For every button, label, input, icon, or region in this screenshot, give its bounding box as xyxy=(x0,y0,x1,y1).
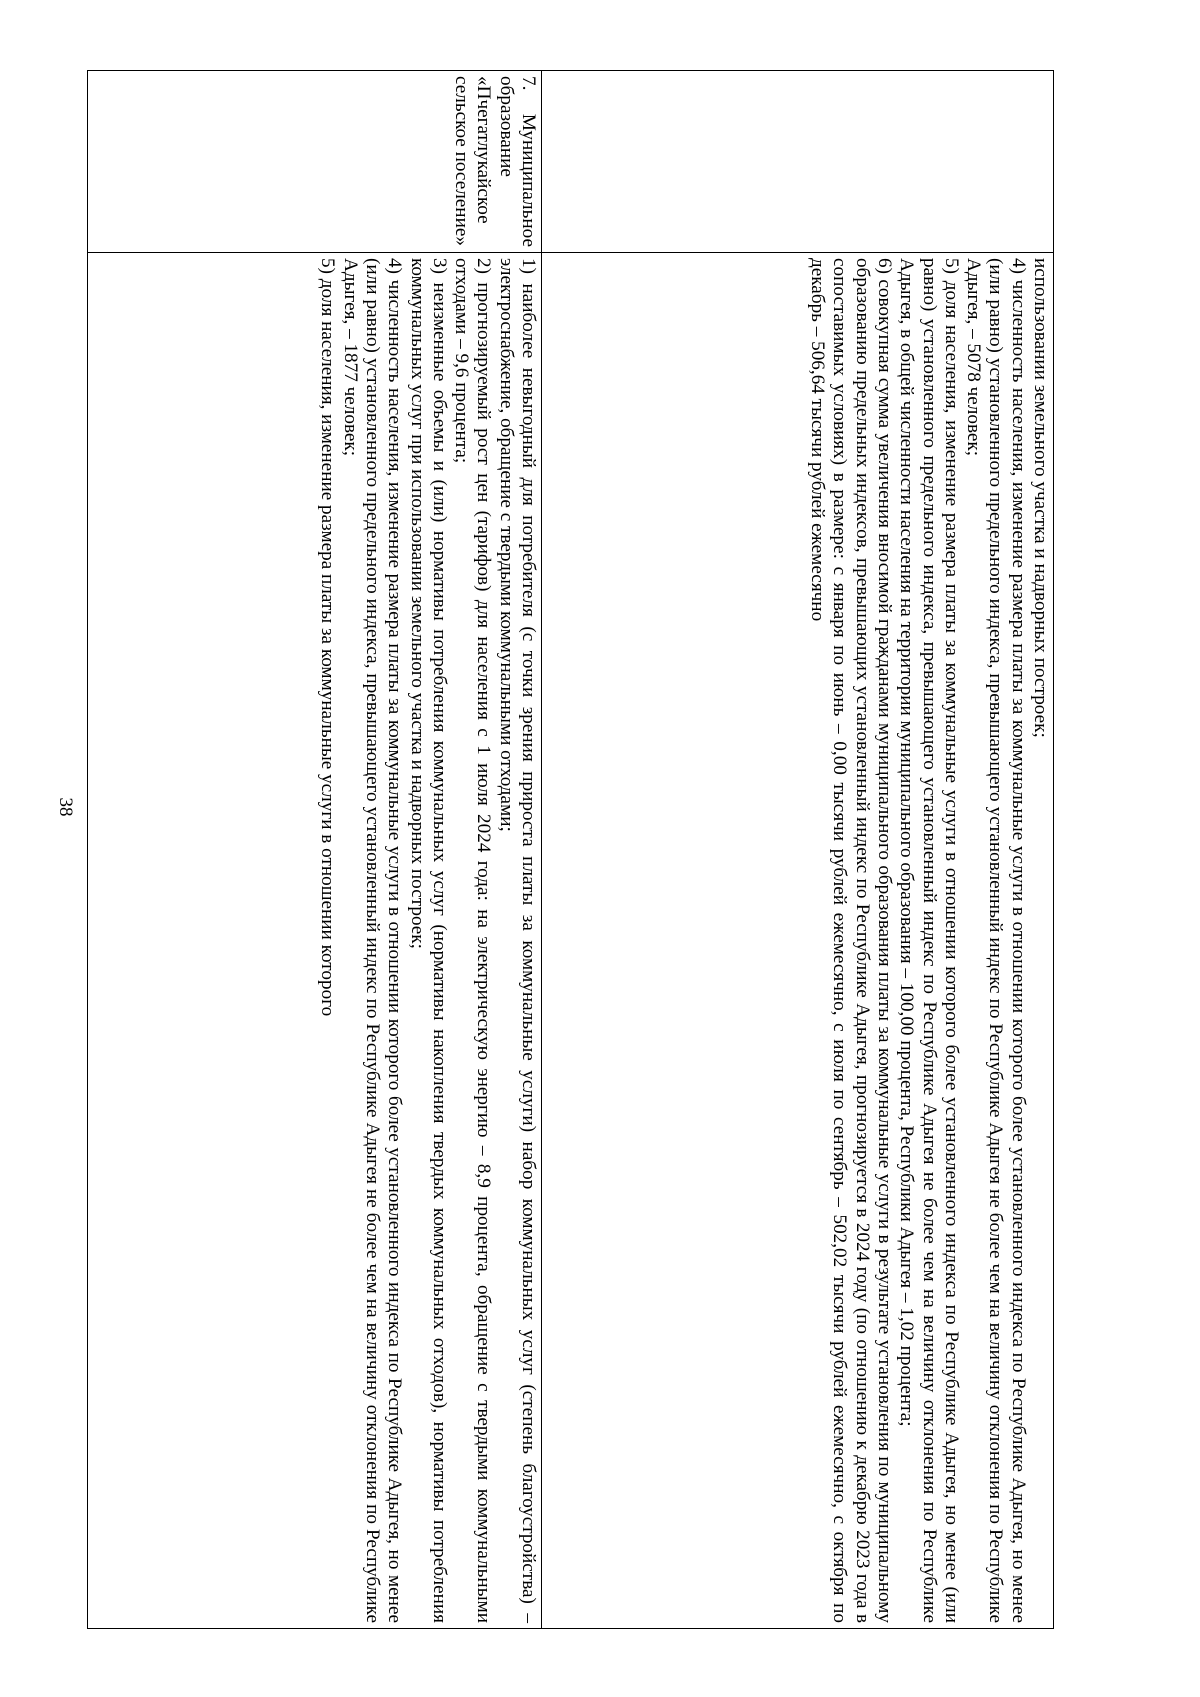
table-row xyxy=(542,71,1054,1629)
conditions-cell xyxy=(542,253,1054,1629)
condition-item: 6) совокупная сумма увеличения вносимой гражданами муниципального образования платы за коммунальные услуги в результате установления по муниципальному образованию предельных индексов, превышающих установленный индекс по Республике Адыгея, прогнозируется в 2024 году (по отношению к декабрю 2023 года в сопоставимых условиях) в размере: с января по июнь – 0,00 тысячи рублей ежемесячно, с июля по сентябрь – 502,02 тысячи рублей ежемесячно, с октября по декабрь – 506,64 тысячи рублей ежемесячно xyxy=(807,258,895,1623)
municipality-cell: 7. Муниципальное образование «Пчегатлукайское сельское поселение» xyxy=(88,71,542,253)
table-row xyxy=(88,71,542,1629)
condition-item: 1) наиболее невыгодный для потребителя (с точки зрения прироста платы за коммунальные услуги) набор коммунальных услуг (степень благоустройства) – электроснабжение, обращение с твердыми коммунальными отходами; xyxy=(495,258,539,1623)
condition-item: 3) неизменные объемы и (или) нормативы потребления коммунальных услуг (нормативы накопления твердых коммунальных отходов), нормативы потребления коммунальных услуг при использовании земельного участка и надворных построек; xyxy=(406,258,450,1623)
page-number: 38 xyxy=(55,797,76,817)
condition-item: 4) численность населения, изменение размера платы за коммунальные услуги в отношении которого более установленного индекса по Республике Адыгея, но менее (или равно) установленного предельного индекса, превышающего установленный индекс по Республике Адыгея не более чем на величину отклонения по Республике Адыгея, – 1877 человек; xyxy=(339,258,406,1623)
condition-item: 5) доля населения, изменение размера платы за коммунальные услуги в отношении которого более установленного индекса по Республике Адыгея, но менее (или равно) установленного предельного индекса, превышающего установленный индекс по Республике Адыгея не более чем на величину отклонения по Республике Адыгея, в общей численности населения на территории муниципального образования – 100,00 процента, Республики Адыгея – 1,02 процента; xyxy=(896,258,962,1623)
condition-item: 2) прогнозируемый рост цен (тарифов) для населения с 1 июля 2024 года: на электрическую энергию – 8,9 процента, обращение с твердыми коммунальными отходами – 9,6 процента; xyxy=(451,258,495,1623)
condition-item: 4) численность населения, изменение размера платы за коммунальные услуги в отношении которого более установленного индекса по Республике Адыгея, но менее (или равно) установленного предельного индекса, превышающего установленный индекс по Республике Адыгея не более чем на величину отклонения по Республике Адыгея, – 5078 человек; xyxy=(963,258,1029,1623)
municipality-cell xyxy=(542,71,1054,253)
condition-item: 5) доля населения, изменение размера платы за коммунальные услуги в отношении которого xyxy=(317,258,339,1017)
document-body xyxy=(87,70,1054,1628)
rotated-table-frame xyxy=(87,70,1054,1628)
indices-table xyxy=(87,70,1054,1629)
condition-item: использовании земельного участка и надворных построек; xyxy=(1030,258,1051,738)
conditions-cell xyxy=(88,253,542,1629)
